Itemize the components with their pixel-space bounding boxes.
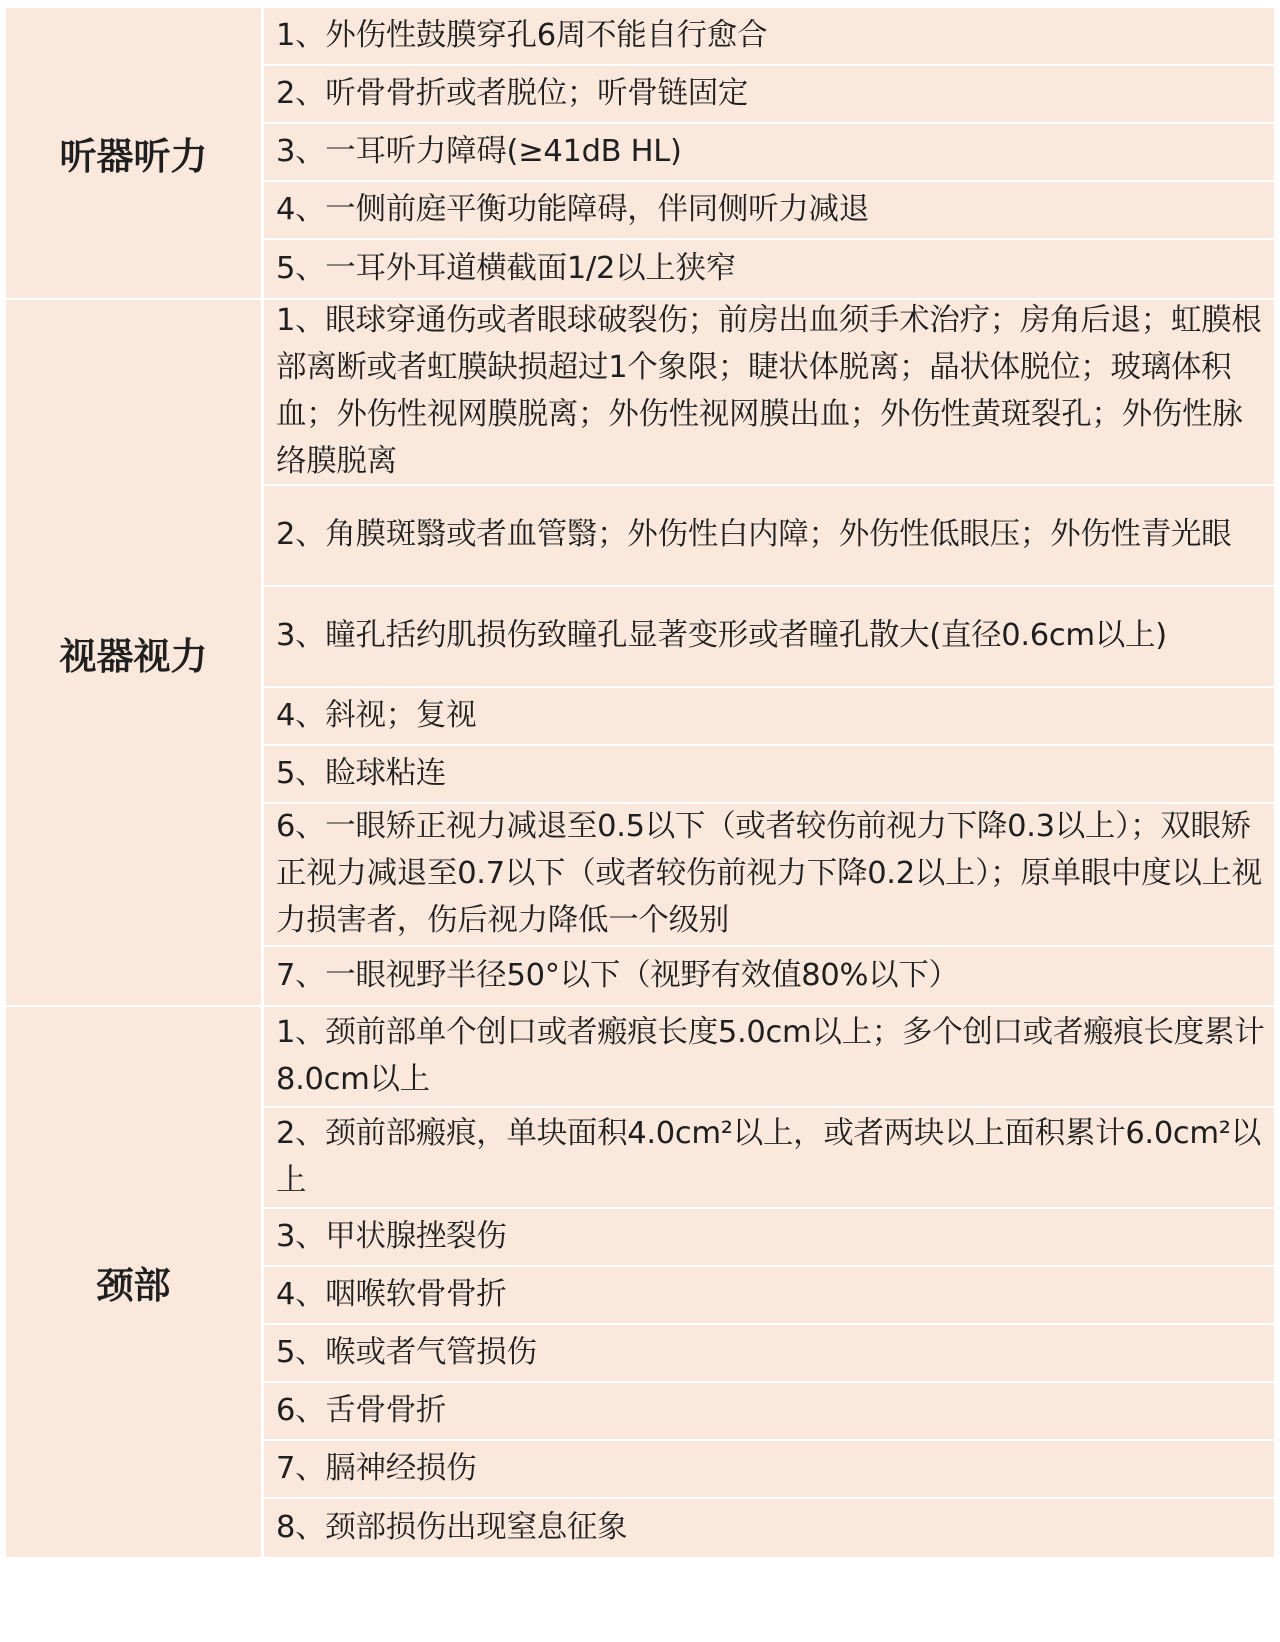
- item-cell: 1、颈前部单个创口或者瘢痕长度5.0cm以上；多个创口或者瘢痕长度累计8.0cm以上: [264, 1007, 1274, 1108]
- item-cell: 6、一眼矫正视力减退至0.5以下（或者较伤前视力下降0.3以上）；双眼矫正视力减退至0.7以下（或者较伤前视力下降0.2以上）；原单眼中度以上视力损害者，伤后视力降低一个级别: [264, 804, 1274, 947]
- items-column: [264, 300, 1274, 1005]
- item-cell: 7、一眼视野半径50°以下（视野有效值80%以下）: [264, 947, 1274, 1005]
- item-cell: 2、听骨骨折或者脱位；听骨链固定: [264, 66, 1274, 124]
- item-cell: 6、舌骨骨折: [264, 1383, 1274, 1441]
- item-cell: 4、咽喉软骨骨折: [264, 1267, 1274, 1325]
- items-column: [264, 8, 1274, 298]
- items-column: [264, 1007, 1274, 1557]
- item-cell: 5、睑球粘连: [264, 746, 1274, 804]
- category-label: 视器视力: [59, 634, 208, 678]
- category-cell: [6, 1007, 264, 1557]
- item-cell: 5、喉或者气管损伤: [264, 1325, 1274, 1383]
- item-cell: 5、一耳外耳道横截面1/2以上狭窄: [264, 240, 1274, 298]
- category-cell: [6, 8, 264, 298]
- injury-criteria-table: [6, 8, 1274, 1557]
- item-cell: 3、一耳听力障碍(≥41dB HL): [264, 124, 1274, 182]
- item-cell: 7、膈神经损伤: [264, 1441, 1274, 1499]
- item-cell: 2、角膜斑翳或者血管翳；外伤性白内障；外伤性低眼压；外伤性青光眼: [264, 486, 1274, 587]
- item-cell: 4、斜视；复视: [264, 688, 1274, 746]
- item-cell: 4、一侧前庭平衡功能障碍，伴同侧听力减退: [264, 182, 1274, 240]
- item-cell: 1、外伤性鼓膜穿孔6周不能自行愈合: [264, 8, 1274, 66]
- item-cell: 1、眼球穿通伤或者眼球破裂伤；前房出血须手术治疗；房角后退；虹膜根部离断或者虹膜缺损超过1个象限；睫状体脱离；晶状体脱位；玻璃体积血；外伤性视网膜脱离；外伤性视网膜出血；外伤性黄斑裂孔；外伤性脉络膜脱离: [264, 300, 1274, 486]
- item-cell: 8、颈部损伤出现窒息征象: [264, 1499, 1274, 1557]
- item-cell: 3、瞳孔括约肌损伤致瞳孔显著变形或者瞳孔散大(直径0.6cm以上): [264, 587, 1274, 688]
- section-vision: [6, 300, 1274, 1007]
- section-neck: [6, 1007, 1274, 1557]
- category-label: 听器听力: [59, 135, 208, 178]
- item-cell: 3、甲状腺挫裂伤: [264, 1209, 1274, 1267]
- category-label: 颈部: [96, 1264, 171, 1307]
- category-cell: [6, 300, 264, 1005]
- item-cell: 2、颈前部瘢痕，单块面积4.0cm²以上，或者两块以上面积累计6.0cm²以上: [264, 1108, 1274, 1209]
- section-hearing: [6, 8, 1274, 300]
